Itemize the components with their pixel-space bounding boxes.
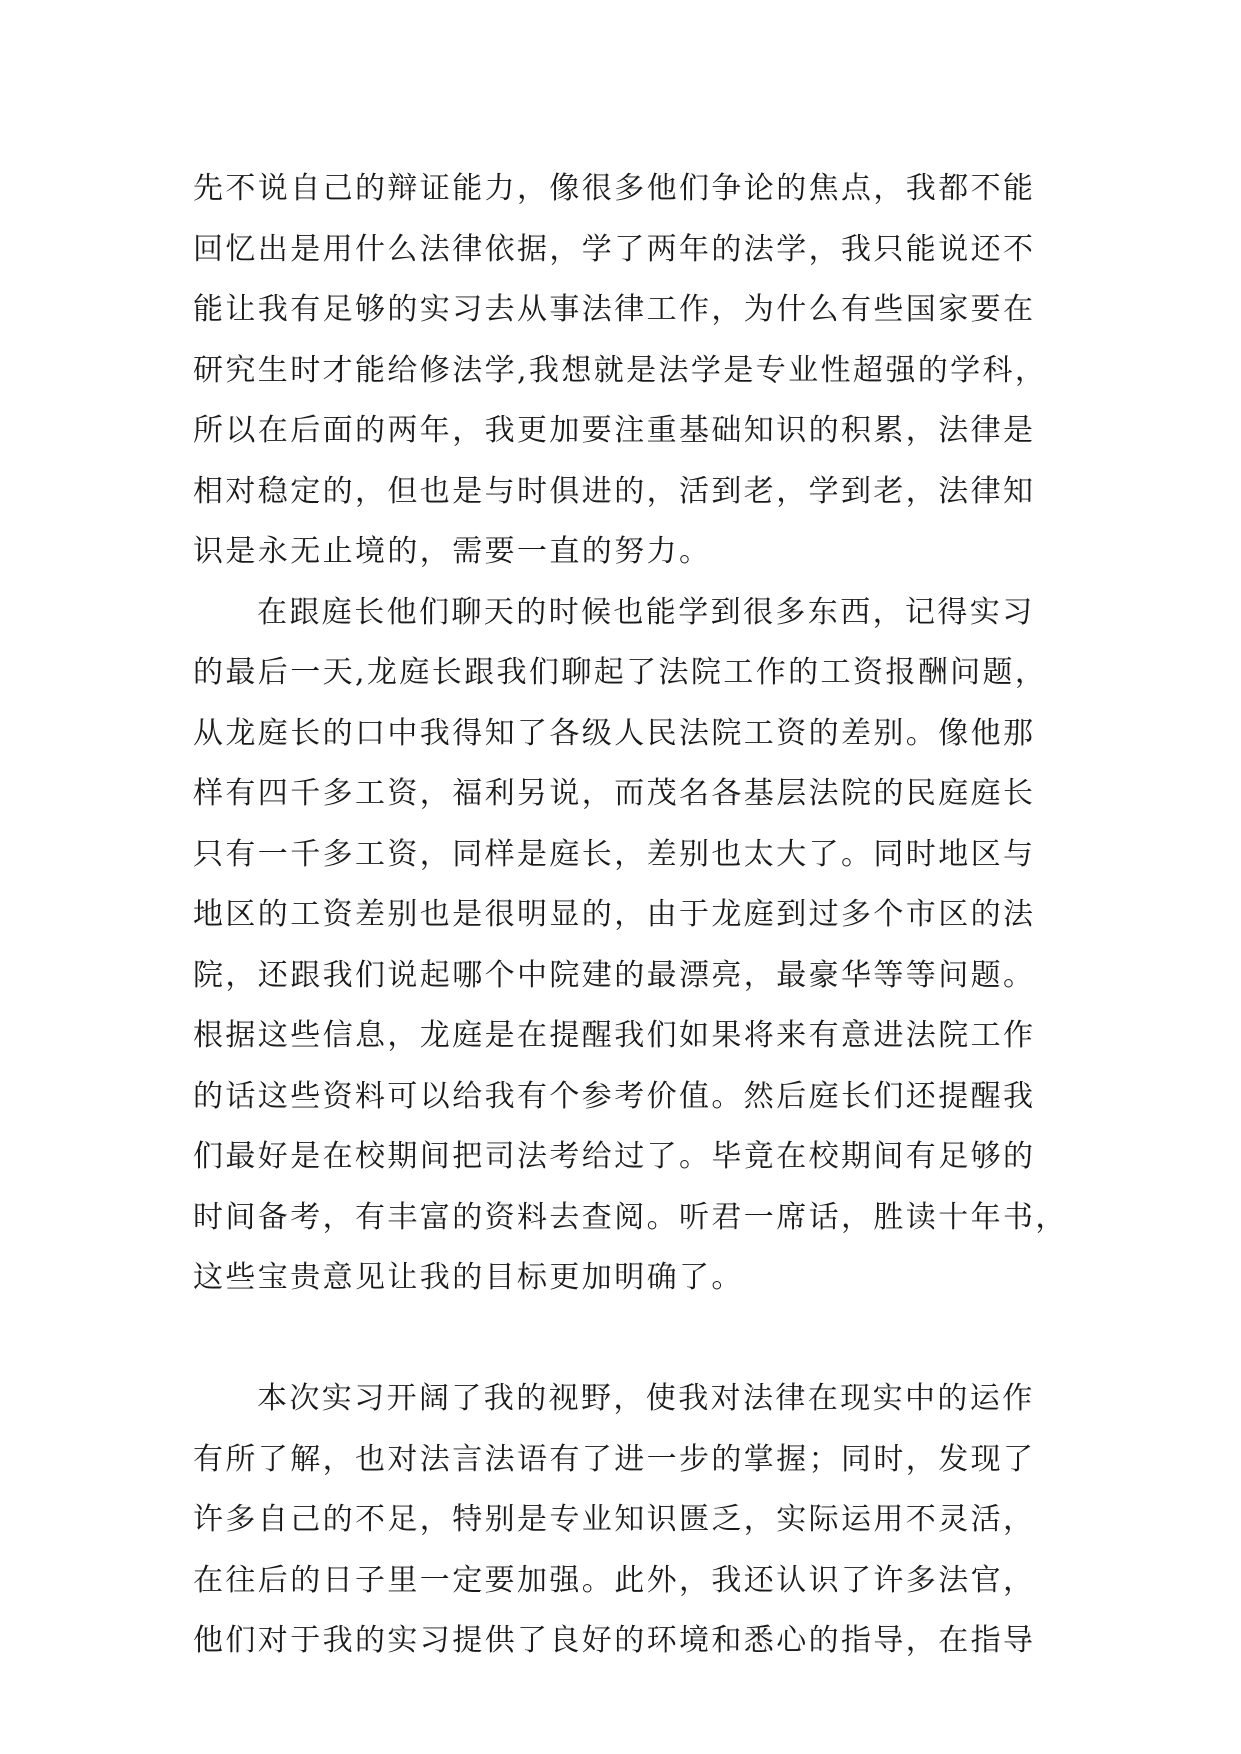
text-line: 根据这些信息，龙庭是在提醒我们如果将来有意进法院工作 (193, 1018, 1036, 1053)
text-line: 从龙庭长的口中我得知了各级人民法院工资的差别。像他那 (193, 715, 1036, 751)
text-line: 能让我有足够的实习去从事法律工作，为什么有些国家要在 (193, 292, 1036, 327)
text-line: 院，还跟我们说起哪个中院建的最漂亮，最豪华等等问题。 (193, 957, 1036, 993)
text-line: 本次实习开阔了我的视野，使我对法律在现实中的运作 (257, 1381, 1035, 1416)
text-line: 研究生时才能给修法学,我想就是法学是专业性超强的学科， (193, 352, 1048, 388)
text-line: 回忆出是用什么法律依据，学了两年的法学，我只能说还不 (193, 231, 1036, 267)
text-line: 在跟庭长他们聊天的时候也能学到很多东西，记得实习 (257, 594, 1035, 630)
text-line: 所以在后面的两年，我更加要注重基础知识的积累，法律是 (193, 413, 1036, 448)
text-line: 有所了解，也对法言法语有了进一步的掌握；同时，发现了 (193, 1441, 1036, 1477)
paragraph-1 (193, 159, 1053, 583)
text-line: 相对稳定的，但也是与时俱进的，活到老，学到老，法律知 (193, 473, 1036, 509)
text-line: 的最后一天,龙庭长跟我们聊起了法院工作的工资报酬问题， (193, 655, 1048, 690)
text-line: 样有四千多工资，福利另说，而茂名各基层法院的民庭庭长 (193, 776, 1036, 811)
paragraph-3 (193, 1369, 1053, 1672)
text-line: 地区的工资差别也是很明显的，由于龙庭到过多个市区的法 (193, 897, 1036, 932)
text-line: 只有一千多工资，同样是庭长，差别也太大了。同时地区与 (193, 836, 1036, 872)
text-line: 许多自己的不足，特别是专业知识匮乏，实际运用不灵活， (193, 1502, 1036, 1537)
text-line: 们最好是在校期间把司法考给过了。毕竟在校期间有足够的 (193, 1139, 1036, 1174)
paragraph-2 (193, 583, 1068, 1370)
body-text (193, 159, 1068, 1672)
text-line (193, 1309, 1053, 1370)
text-line: 时间备考，有丰富的资料去查阅。听君一席话，胜读十年书， (193, 1199, 1068, 1235)
text-line: 在往后的日子里一定要加强。此外，我还认识了许多法官， (193, 1562, 1036, 1598)
text-line: 识是永无止境的，需要一直的努力。 (193, 534, 712, 569)
text-line: 他们对于我的实习提供了良好的环境和悉心的指导，在指导 (193, 1623, 1036, 1658)
text-line: 先不说自己的辩证能力，像很多他们争论的焦点，我都不能 (193, 171, 1036, 206)
text-line: 这些宝贵意见让我的目标更加明确了。 (193, 1260, 744, 1295)
text-line: 的话这些资料可以给我有个参考价值。然后庭长们还提醒我 (193, 1078, 1036, 1114)
